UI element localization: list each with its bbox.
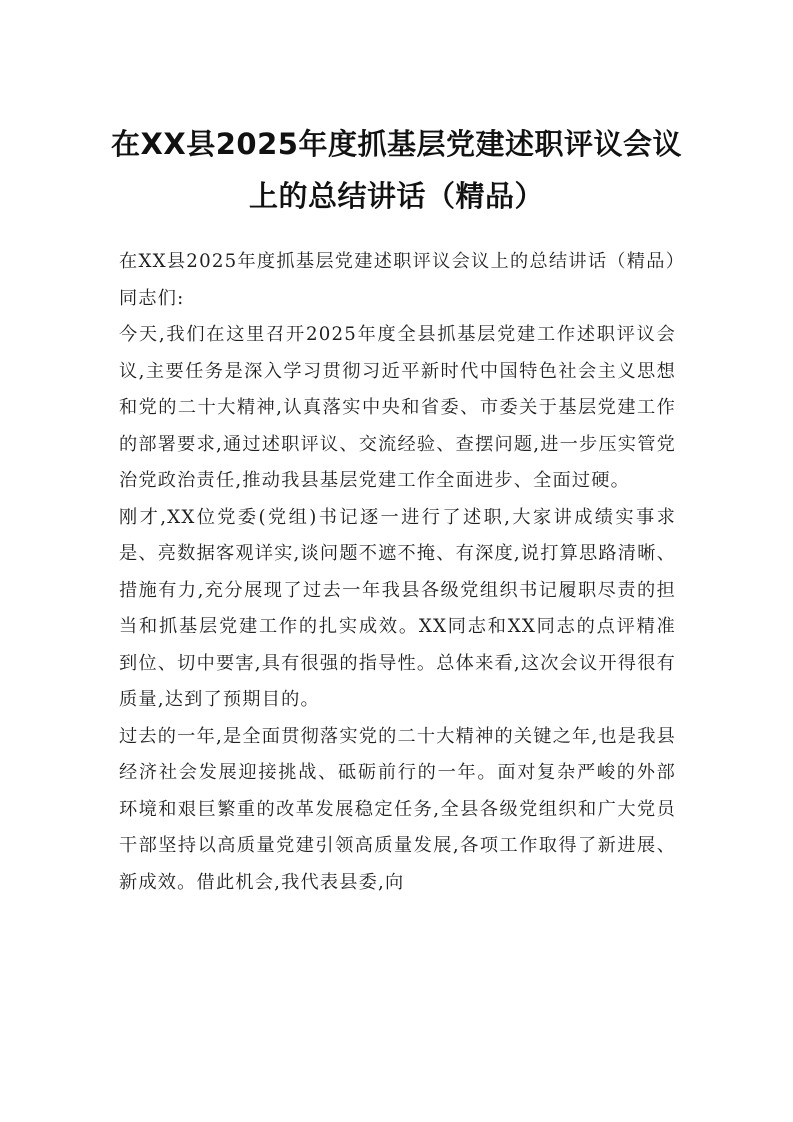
- paragraph-meeting-purpose: 今天,我们在这里召开2025年度全县抓基层党建工作述职评议会议,主要任务是深入学习贯彻习近平新时代中国特色社会主义思想和党的二十大精神,认真落实中央和省委、市委关于基层党建工作的部署要求,通过述职评议、交流经验、查摆问题,进一步压实管党治党政治责任,推动我县基层党建工作全面进步、全面过硬。: [119, 324, 676, 491]
- paragraph-intro: 在XX县2025年度抓基层党建述职评议会议上的总结讲话（精品）同志们:: [119, 251, 676, 309]
- document-body: [119, 244, 676, 901]
- paragraph-past-year: 过去的一年,是全面贯彻落实党的二十大精神的关键之年,也是我县经济社会发展迎接挑战、砥砺前行的一年。面对复杂严峻的外部环境和艰巨繁重的改革发展稳定任务,全县各级党组织和广大党员干部坚持以高质量党建引领高质量发展,各项工作取得了新进展、新成效。借此机会,我代表县委,向: [119, 725, 676, 893]
- document-title: [110, 118, 683, 222]
- title-line-2: 上的总结讲话（精品）: [248, 179, 544, 213]
- paragraph-review-summary: 刚才,XX位党委(党组)书记逐一进行了述职,大家讲成绩实事求是、亮数据客观详实,谈问题不遮不掩、有深度,说打算思路清晰、措施有力,充分展现了过去一年我县各级党组织书记履职尽责的担当和抓基层党建工作的扎实成效。XX同志和XX同志的点评精准到位、切中要害,具有很强的指导性。总体来看,这次会议开得很有质量,达到了预期目的。: [119, 506, 676, 710]
- title-line-1: 在XX县2025年度抓基层党建述职评议会议: [111, 127, 682, 161]
